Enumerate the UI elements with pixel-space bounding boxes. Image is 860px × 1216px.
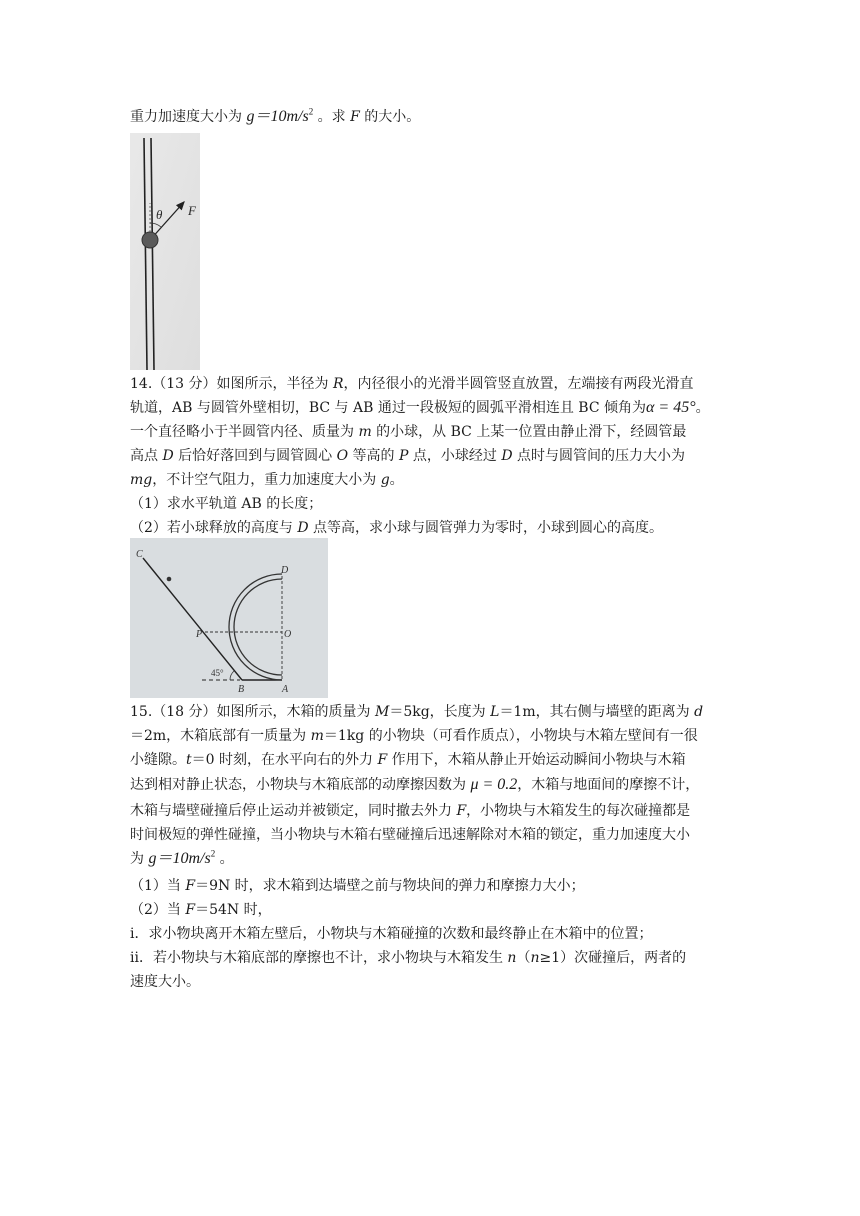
- q15-sub-2-ii: ii．若小物块与木箱底部的摩擦也不计，求小物块与木箱发生 n（n≥1）次碰撞后，两者的: [130, 950, 687, 966]
- q14-line-4: 高点 D 后恰好落回到与圆管圆心 O 等高的 P 点，小球经过 D 点时与圆管间的压力大小为: [130, 448, 685, 464]
- q14-sub-2: （2）若小球释放的高度与 D 点等高，求小球与圆管弹力为零时，小球到圆心的高度。: [130, 520, 664, 536]
- q15-line-1: 15.（18 分）如图所示，木箱的质量为 M＝5kg，长度为 L＝1m，其右侧与墙壁的距离为 d: [130, 704, 704, 720]
- ball-on-incline: [167, 577, 172, 582]
- label-O: O: [284, 629, 292, 640]
- label-C: C: [136, 549, 143, 560]
- q15-line-2: ＝2m，木箱底部有一质量为 m＝1kg 的小物块（可看作质点），小物块与木箱左壁间有一很: [130, 728, 698, 744]
- label-A: A: [282, 684, 289, 695]
- label-angle: 45°: [211, 668, 224, 678]
- q15-sub-2-ii-cont: 速度大小。: [130, 974, 200, 990]
- figure-half-pipe-track: [130, 538, 328, 698]
- label-theta: θ: [156, 207, 163, 222]
- gravity-formula: $g=10m/s^2$: [246, 106, 314, 125]
- ball: [142, 232, 158, 248]
- label-P: P: [196, 629, 203, 640]
- q14-line-2: 轨道，AB 与圆管外壁相切，BC 与 AB 通过一段极短的圆弧平滑相连且 BC 倾角为α = 45°。: [130, 399, 710, 416]
- label-F: F: [188, 203, 196, 218]
- q14-line-3: 一个直径略小于半圆管内径、质量为 m 的小球，从 BC 上某一位置由静止滑下，经圆管最: [130, 424, 687, 440]
- q15-sub-2-i: i．求小物块离开木箱左壁后，小物块与木箱碰撞的次数和最终静止在木箱中的位置；: [130, 926, 653, 942]
- q15-sub-1: （1）当 F＝9N 时，求木箱到达墙壁之前与物块间的弹力和摩擦力大小；: [130, 878, 585, 894]
- q15-line-4: 达到相对静止状态，小物块与木箱底部的动摩擦因数为 μ = 0.2，木箱与地面间的摩擦不计，: [130, 776, 700, 793]
- q13-tail-line: 重力加速度大小为 $g=10m/s^2$ 。求 F 的大小。: [130, 106, 421, 125]
- q15-line-3: 小缝隙。t＝0 时刻，在水平向右的外力 F 作用下，木箱从静止开始运动瞬间小物块与木箱: [130, 752, 686, 768]
- q14-line-1: 14.（13 分）如图所示，半径为 R，内径很小的光滑半圆管竖直放置，左端接有两段光滑直: [130, 376, 694, 392]
- q15-line-6: 时间极短的弹性碰撞，当小物块与木箱右壁碰撞后迅速解除对木箱的锁定，重力加速度大小: [130, 827, 690, 843]
- q15-line-5: 木箱与墙壁碰撞后停止运动并被锁定，同时撤去外力 F，小物块与木箱发生的每次碰撞都是: [130, 803, 691, 819]
- q15-line-7: 为 $g=10m/s^2$ 。: [130, 848, 234, 867]
- q14-sub-1: （1）求水平轨道 AB 的长度；: [130, 496, 323, 512]
- q14-line-5: mg，不计空气阻力，重力加速度大小为 g。: [130, 472, 404, 488]
- figure-ball-on-rod: [130, 133, 200, 370]
- label-B: B: [238, 684, 245, 695]
- label-D: D: [281, 565, 289, 576]
- q15-sub-2: （2）当 F＝54N 时，: [130, 902, 272, 918]
